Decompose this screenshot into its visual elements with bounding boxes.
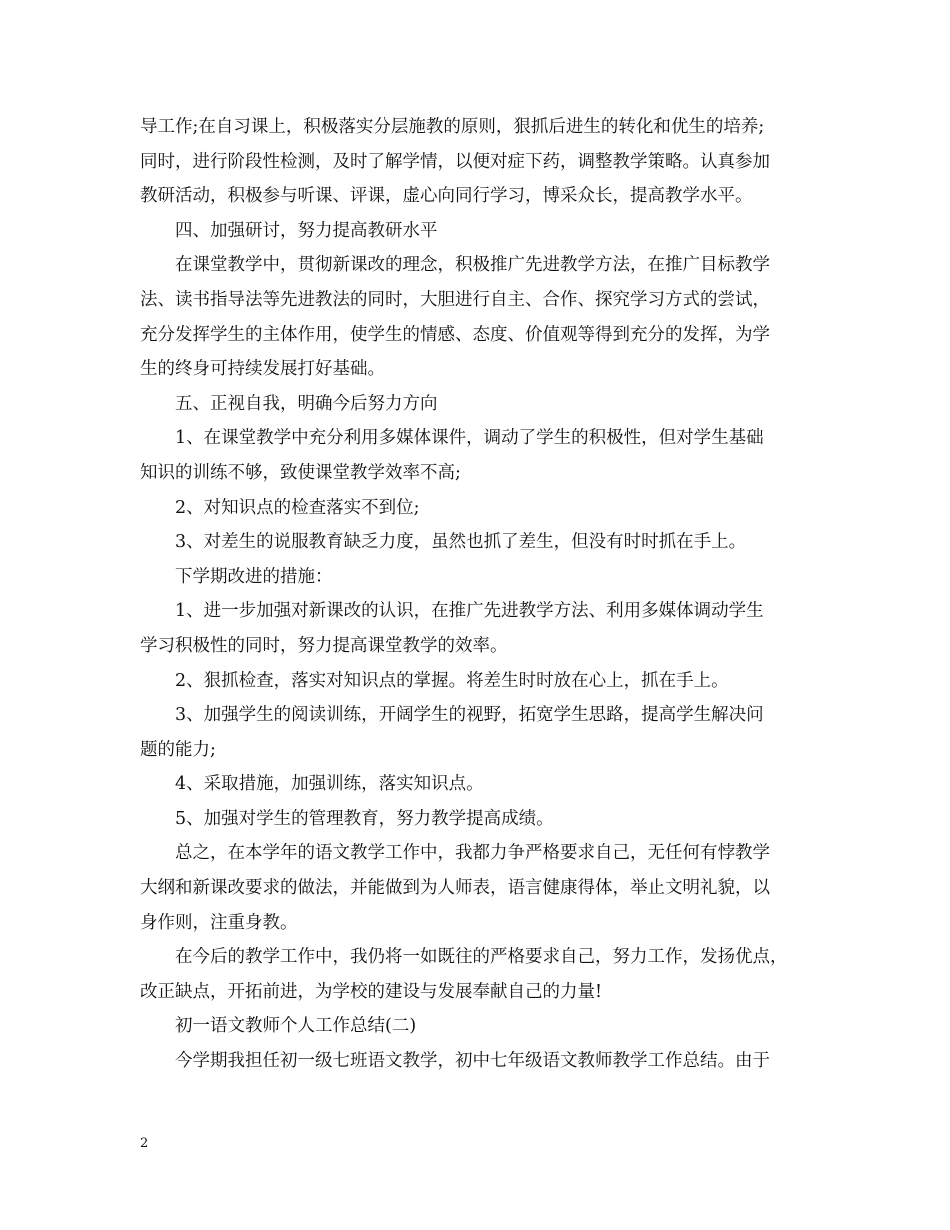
text-line: 教研活动，积极参与听课、评课，虚心向同行学习，博采众长，提高教学水平。 [140,186,753,207]
text-line: 3、加强学生的阅读训练，开阔学生的视野，拓宽学生思路，提高学生解决问 [175,705,764,726]
text-line: 4、采取措施，加强训练，落实知识点。 [175,774,484,795]
text-line: 知识的训练不够，致使课堂教学效率不高; [140,462,461,483]
text-line: 身作则，注重身教。 [140,912,298,933]
text-line: 学习积极性的同时，努力提高课堂教学的效率。 [140,635,508,656]
text-line: 总之，在本学年的语文教学工作中，我都力争严格要求自己，无任何有悖教学 [175,843,770,864]
text-line: 导工作;在自习课上，积极落实分层施教的原则，狠抓后进生的转化和优生的培养; [140,117,765,137]
text-line: 五、正视自我，明确今后努力方向 [175,393,438,414]
text-line: 在今后的教学工作中，我仍将一如既往的严格要求自己，努力工作，发扬优点， [175,947,788,968]
text-line: 法、读书指导法等先进教法的同时，大胆进行自主、合作、探究学习方式的尝试， [140,289,770,310]
text-line: 1、进一步加强对新课改的认识，在推广先进教学方法、利用多媒体调动学生 [175,601,764,622]
text-line: 初一语文教师个人工作总结(二) [175,1016,417,1037]
text-line: 今学期我担任初一级七班语文教学，初中七年级语文教师教学工作总结。由于 [175,1051,770,1072]
text-line: 1、在课堂教学中充分利用多媒体课件，调动了学生的积极性，但对学生基础 [175,428,764,449]
text-line: 充分发挥学生的主体作用，使学生的情感、态度、价值观等得到充分的发挥，为学 [140,324,770,345]
text-line: 在课堂教学中，贯彻新课改的理念，积极推广先进教学方法，在推广目标教学 [175,255,770,276]
text-line: 2、狠抓检查，落实对知识点的掌握。将差生时时放在心上，抓在手上。 [175,670,729,691]
document-body [140,110,840,1079]
text-line: 改正缺点，开拓前进，为学校的建设与发展奉献自己的力量! [140,981,603,1002]
text-line: 2、对知识点的检查落实不到位; [175,497,420,518]
text-line: 下学期改进的措施： [175,566,333,587]
text-line: 5、加强对学生的管理教育，努力教学提高成绩。 [175,808,554,829]
text-line: 同时，进行阶段性检测，及时了解学情，以便对症下药，调整教学策略。认真参加 [140,151,770,172]
text-line: 题的能力; [140,739,216,760]
page-number: 2 [140,1136,149,1151]
text-line: 四、加强研讨，努力提高教研水平 [175,220,438,241]
text-line: 大纲和新课改要求的做法，并能做到为人师表，语言健康得体，举止文明礼貌，以 [140,878,770,899]
text-line: 生的终身可持续发展打好基础。 [140,359,385,380]
text-line: 3、对差生的说服教育缺乏力度，虽然也抓了差生，但没有时时抓在手上。 [175,532,747,553]
